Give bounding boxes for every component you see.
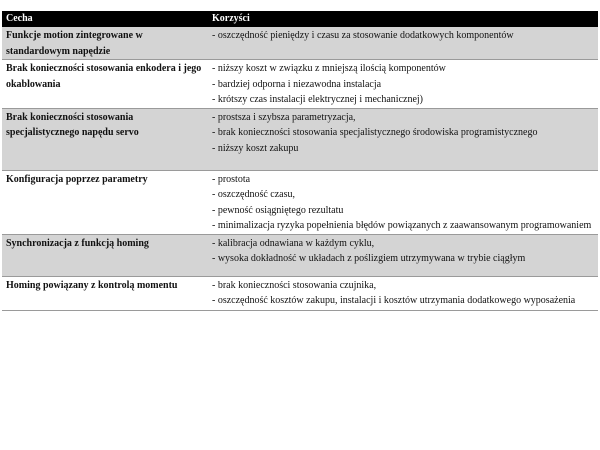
benefit-item: - kalibracja odnawiana w każdym cyklu,	[212, 237, 375, 249]
benefit-item: - prostsza i szybsza parametryzacja,	[212, 111, 356, 123]
benefit-item: - minimalizacja ryzyka popełnienia błędów powiązanych z zaawansowanym programowaniem	[212, 220, 592, 231]
table-row	[2, 170, 598, 234]
benefit-item: - oszczędność pieniędzy i czasu za stosowanie dodatkowych komponentów	[212, 30, 514, 41]
benefits-cell	[208, 276, 598, 310]
feature-cell: Konfiguracja poprzez parametry	[2, 170, 208, 234]
benefits-cell	[208, 108, 598, 170]
table-row	[2, 276, 598, 310]
benefit-item: - niższy koszt zakupu	[212, 142, 299, 154]
table-header-row	[2, 11, 598, 27]
benefit-item: - niższy koszt w związku z mniejszą ilością komponentów	[212, 63, 446, 74]
benefits-cell	[208, 60, 598, 109]
benefit-item: - wysoka dokładność w układach z poślizgiem utrzymywana w trybie ciągłym	[212, 253, 526, 264]
benefits-cell	[208, 170, 598, 234]
benefit-item: - krótszy czas instalacji elektrycznej i mechanicznej)	[212, 94, 424, 105]
benefit-item: - bardziej odporna i niezawodna instalacja	[212, 78, 382, 90]
feature-cell: Homing powiązany z kontrolą momentu	[2, 276, 208, 310]
benefit-item: - brak konieczności stosowania specjalistycznego środowiska programistycznego	[212, 127, 538, 138]
benefit-item: - oszczędność kosztów zakupu, instalacji i kosztów utrzymania dodatkowego wyposażenia	[212, 295, 576, 306]
table-row	[2, 234, 598, 276]
benefits-cell	[208, 234, 598, 276]
benefit-item: - brak konieczności stosowania czujnika,	[212, 279, 377, 291]
features-table	[2, 11, 598, 311]
feature-cell: Synchronizacja z funkcją homing	[2, 234, 208, 276]
benefit-item: - oszczędność czasu,	[212, 189, 296, 200]
feature-cell: Brak konieczności stosowania enkodera i jego okablowania	[2, 60, 208, 109]
table-row	[2, 27, 598, 60]
benefit-item: - prostota	[212, 173, 251, 185]
benefit-item: - pewność osiągniętego rezultatu	[212, 204, 344, 216]
feature-cell: Brak konieczności stosowania specjalistycznego napędu servo	[2, 108, 208, 170]
table-row	[2, 108, 598, 170]
benefits-cell	[208, 27, 598, 60]
header-feature: Cecha	[2, 11, 208, 27]
header-benefits: Korzyści	[208, 11, 598, 27]
feature-cell: Funkcje motion zintegrowane w standardowym napędzie	[2, 27, 208, 60]
table-row	[2, 60, 598, 109]
